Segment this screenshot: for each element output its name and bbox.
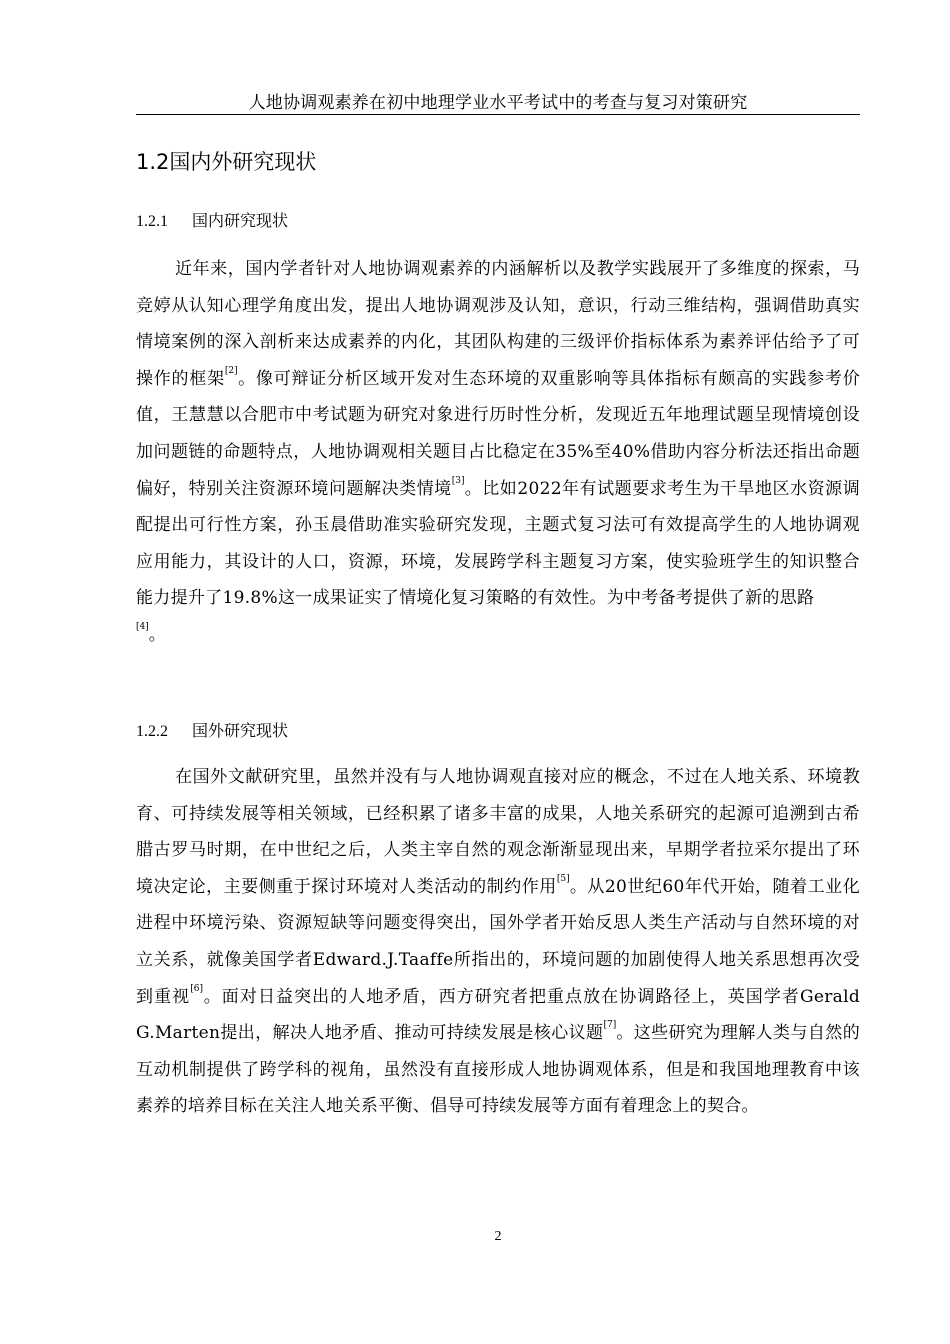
- paragraph-domestic-research: [136, 251, 860, 654]
- subsection-title-text: 国内研究现状: [192, 211, 289, 230]
- paragraph-foreign-research: [136, 759, 860, 1125]
- citation: [4]: [136, 621, 149, 632]
- page-number: 2: [494, 1229, 502, 1244]
- paragraph-text: 近年来，国内学者针对人地协调观素养的内涵解析以及教学实践展开了多维度的探索，马竞婷从认知心理学角度出发，提出人地协调观涉及认知，意识，行动三维结构，强调借助真实情境案例的深入剖析来达成素养的内化，其团队构建的三级评价指标体系为素养评估给予了可操作的框架: [136, 259, 860, 389]
- citation: [6]: [190, 983, 203, 994]
- paragraph-text: 。像可辩证分析区域开发对生态环境的双重影响等具体指标有颇高的实践参考价值，王慧慧以合肥市中考试题为研究对象进行历时性分析，发现近五年地理试题呈现情境创设加问题链的命题特点，人地协调观相关题目占比稳定在35%至40%借助内容分析法还指出命题偏好，特别关注资源环境问题解决类情境: [136, 368, 860, 499]
- paragraph-text: 。从20世纪60年代开始，随着工业化进程中环境污染、资源短缺等问题变得突出，国外学者开始反思人类生产活动与自然环境的对立关系，就像美国学者Edward.J.Taaffe所指出的，环境问题的加剧使得人地关系思想再次受到重视: [136, 876, 860, 1007]
- citation: [5]: [556, 873, 570, 884]
- running-header: 人地协调观素养在初中地理学业水平考试中的考查与复习对策研究: [248, 93, 748, 113]
- citation: [2]: [224, 365, 238, 376]
- paragraph-text: 。比如2022年有试题要求考生为干旱地区水资源调配提出可行性方案，孙玉晨借助准实验研究发现，主题式复习法可有效提高学生的人地协调观应用能力，其设计的人口，资源，环境，发展跨学科主题复习方案，使实验班学生的知识整合能力提升了19.8%这一成果证实了情境化复习策略的有效性。为中考备考提供了新的思路: [136, 478, 860, 609]
- header-rule: [136, 114, 860, 115]
- subsection-title-text: 国外研究现状: [192, 721, 289, 740]
- paragraph-text: 。面对日益突出的人地矛盾，西方研究者把重点放在协调路径上，英国学者Gerald G.Marten提出，解决人地矛盾、推动可持续发展是核心议题: [136, 986, 861, 1044]
- subsection-heading-foreign: [136, 720, 288, 743]
- citation: [7]: [603, 1020, 617, 1031]
- subsection-number: 1.2.2: [136, 723, 168, 740]
- paragraph-text: 在国外文献研究里，虽然并没有与人地协调观直接对应的概念，不过在人地关系、环境教育、可持续发展等相关领域，已经积累了诸多丰富的成果，人地关系研究的起源可追溯到古希腊古罗马时期，在中世纪之后，人类主宰自然的观念渐渐显现出来，早期学者拉采尔提出了环境决定论，主要侧重于探讨环境对人类活动的制约作用: [136, 767, 860, 897]
- subsection-number: 1.2.1: [136, 213, 168, 230]
- citation: [3]: [451, 475, 465, 486]
- subsection-heading-domestic: [136, 210, 288, 233]
- section-title: 1.2国内外研究现状: [136, 150, 317, 174]
- paragraph-text: 。这些研究为理解人类与自然的互动机制提供了跨学科的视角，虽然没有直接形成人地协调观体系，但是和我国地理教育中该素养的培养目标在关注人地关系平衡、倡导可持续发展等方面有着理念上的契合。: [136, 1023, 861, 1117]
- paragraph-text: 。: [148, 624, 167, 645]
